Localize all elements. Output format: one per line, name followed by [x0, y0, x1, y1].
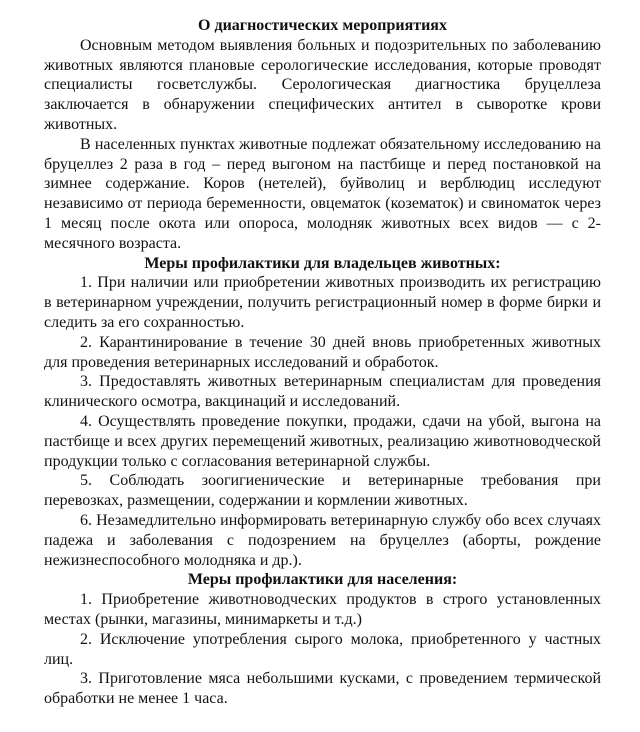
owner-measure-item: 6. Незамедлительно информировать ветеринарную службу обо всех случаях падежа и заболевания с подозрением на бруцеллез (аборты, рождение нежизнеспособного молодняка и др.). [44, 511, 601, 569]
section-heading-population: Меры профилактики для населения: [187, 571, 458, 589]
section-heading-diagnostics: О диагностических мероприятиях [198, 17, 447, 34]
owner-measure-item: 5. Соблюдать зоогигиенические и ветеринарные требования при перевозках, размещении, содержании и кормлении животных. [44, 472, 601, 510]
paragraph-testing-schedule: В населенных пунктах животные подлежат обязательному исследованию на бруцеллез 2 раза в год – перед выгоном на пастбище и перед постановкой на зимнее содержание. Коров (нетелей), буйволиц и верблюдиц исследуют независимо от периода беременности, овцематок (козематок) и свиноматок через 1 месяц после окота или опороса, молодняк животных всех видов — с 2-месячного возраста. [44, 135, 601, 252]
document-page [44, 16, 601, 709]
section-heading-owners: Меры профилактики для владельцев животных: [144, 254, 501, 272]
owner-measure-item: 2. Карантинирование в течение 30 дней вновь приобретенных животных для проведения ветеринарных исследований и обработок. [44, 333, 601, 371]
owner-measure-item: 4. Осуществлять проведение покупки, продажи, сдачи на убой, выгона на пастбище и всех других перемещений животных, реализацию животноводческой продукции только с согласования ветеринарной службы. [44, 412, 601, 470]
owner-measure-item: 3. Предоставлять животных ветеринарным специалистам для проведения клинического осмотра, вакцинаций и исследований. [44, 373, 601, 411]
population-measure-item: 1. Приобретение животноводческих продуктов в строго установленных местах (рынки, магазины, минимаркеты и т.д.) [44, 591, 601, 628]
paragraph-diagnostic-method: Основным методом выявления больных и подозрительных по заболеванию животных являются плановые серологические исследования, которые проводят специалисты госветслужбы. Серологическая диагностика бруцеллеза заключается в обнаружении специфических антител в сыворотке крови животных. [44, 36, 601, 133]
owner-measure-item: 1. При наличии или приобретении животных производить их регистрацию в ветеринарном учреждении, получить регистрационный номер в форме бирки и следить за его сохранностью. [44, 274, 601, 331]
population-measure-item: 3. Приготовление мяса небольшими кусками, с проведением термической обработки не менее 1 часа. [44, 670, 601, 708]
population-measure-item: 2. Исключение употребления сырого молока, приобретенного у частных лиц. [44, 630, 601, 668]
